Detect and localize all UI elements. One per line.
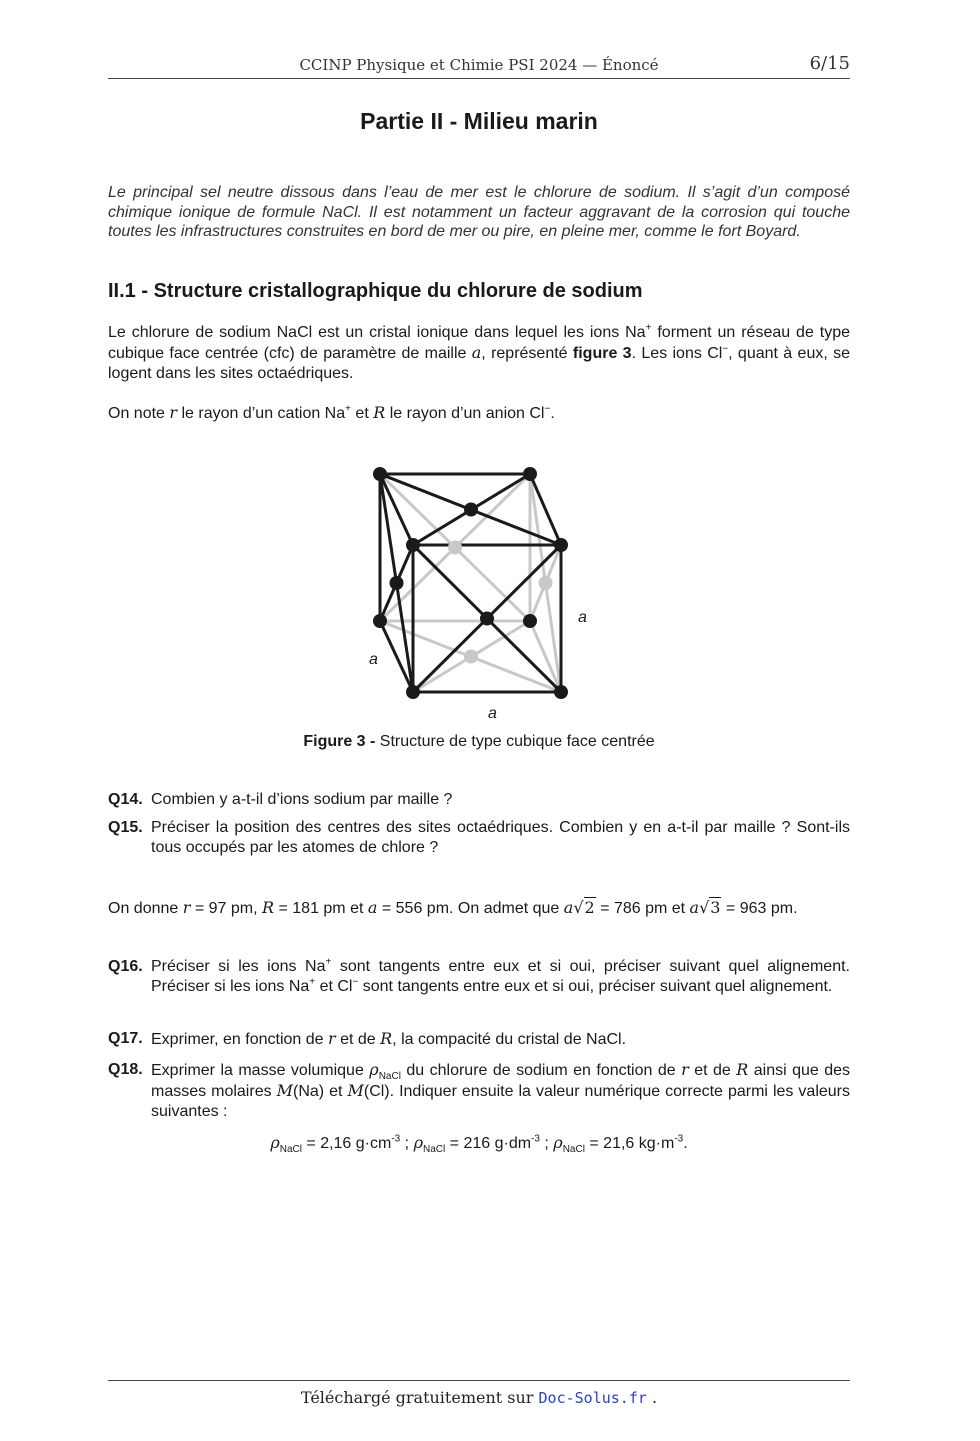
- face-top-atom: [464, 503, 478, 517]
- edge-label-right: a: [578, 609, 587, 626]
- footer: Téléchargé gratuitement sur Doc-Solus.fr .: [300, 1388, 658, 1407]
- fcc-cube-diagram: [360, 460, 600, 725]
- edge-label-left: a: [369, 651, 378, 668]
- face-bottom-atom: [464, 650, 478, 664]
- figure-caption: Figure 3 - Structure de type cubique face centrée: [303, 733, 655, 750]
- doc-solus-link[interactable]: Doc-Solus.fr: [538, 1389, 647, 1407]
- fcc-figure: [360, 460, 600, 725]
- question-18: Q18. Exprimer la masse volumique $\rho_{NaCl}$ du chlorure de sodium en fonction de r et de R ainsi que des masses molaires M(Na) et M(Cl). Indiquer ensuite la valeur numérique correcte parmi les valeurs suivantes :: [108, 1060, 851, 1120]
- question-15: Q15. Préciser la position des centres des sites octaédriques. Combien y en a-t-il par maille ? Sont-ils tous occupés par les atomes de chlore ?: [108, 819, 850, 856]
- face-left-atom: [390, 576, 404, 590]
- radius-paragraph: On note r le rayon d’un cation Na+ et R le rayon d’un anion Cl−.: [108, 403, 555, 422]
- page-header: [108, 52, 850, 79]
- face-back-atom: [448, 541, 462, 555]
- part-title: Partie II - Milieu marin: [360, 108, 598, 134]
- question-16: Q16. Préciser si les ions Na+ sont tangents entre eux et si oui, préciser suivant quel alignement. Préciser si les ions Na+ et Cl− sont tangents entre eux et si oui, préciser suivant quel alignement.: [108, 956, 850, 995]
- corner-atom: [373, 467, 387, 481]
- edge-label-bottom: a: [488, 705, 497, 722]
- structure-paragraph: Le chlorure de sodium NaCl est un cristal ionique dans lequel les ions Na+ forment un réseau de type cubique face centrée (cfc) de paramètre de maille a, représenté figure 3. Les ions Cl−, quant à eux, se logent dans les sites octaédriques.: [108, 322, 851, 382]
- section-title: II.1 - Structure cristallographique du chlorure de sodium: [108, 280, 643, 302]
- corner-atom: [373, 614, 387, 628]
- header-title: CCINP Physique et Chimie PSI 2024 — Énoncé: [299, 56, 659, 74]
- density-options: $\rho_{NaCl} = 2,16$ $g\cdot cm^{-3}$ ; $\rho_{NaCl} = 216$ $g\cdot dm^{-3}$ ; $\rho_{NaCl} = 21,6$ $kg\cdot m^{-3}$.: [270, 1133, 688, 1156]
- given-values: On donne r = 97 pm, R = 181 pm et a = 556 pm. On admet que a√2 = 786 pm et a√3 = 963 pm.: [108, 898, 798, 917]
- question-14: Q14. Combien y a-t-il d’ions sodium par maille ?: [108, 791, 453, 808]
- footer-rule: [108, 1380, 850, 1381]
- corner-atom: [406, 538, 420, 552]
- corner-atom: [523, 614, 537, 628]
- face-front-atom: [480, 612, 494, 626]
- intro-paragraph: Le principal sel neutre dissous dans l’eau de mer est le chlorure de sodium. Il s’agit d’un composé chimique ionique de formule NaCl. Il est notamment un facteur aggravant de la corrosion qui touche toutes les infrastructures construites en bord de mer ou pire, en pleine mer, comme le fort Boyard.: [108, 184, 850, 240]
- corner-atom: [554, 538, 568, 552]
- corner-atom: [523, 467, 537, 481]
- corner-atom: [406, 685, 420, 699]
- question-17: Q17. Exprimer, en fonction de r et de R, la compacité du cristal de NaCl.: [108, 1029, 627, 1048]
- page-number: 6/15: [809, 53, 850, 74]
- corner-atom: [554, 685, 568, 699]
- atoms: [373, 467, 568, 699]
- face-right-atom: [539, 576, 553, 590]
